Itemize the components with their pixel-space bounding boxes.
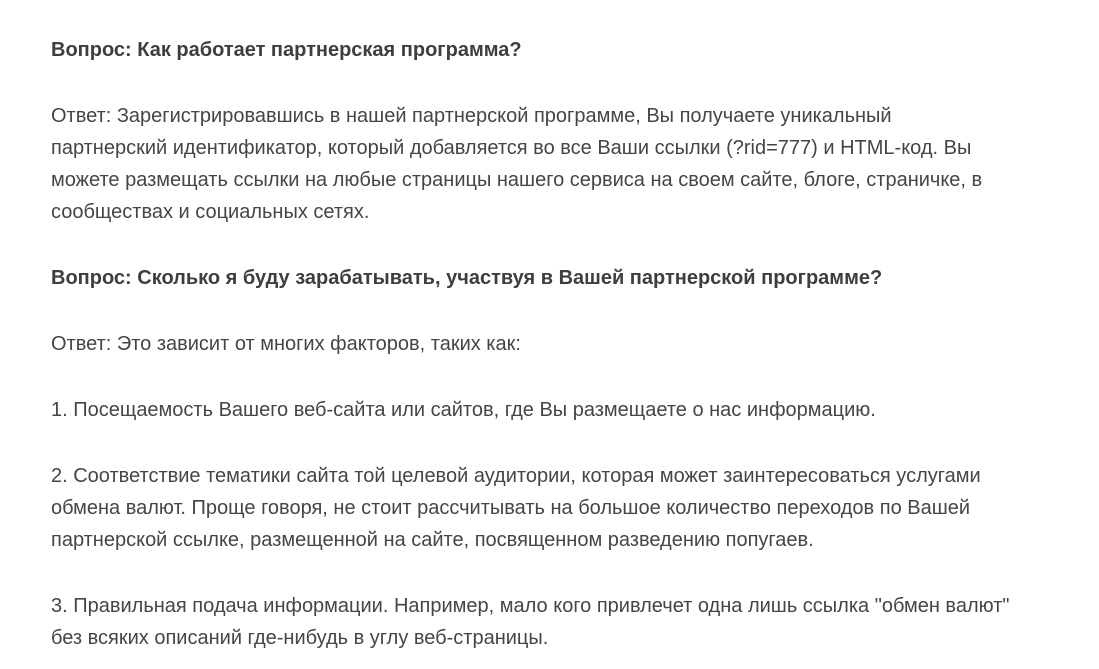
faq-question-1: Вопрос: Как работает партнерская программа? [51,39,522,61]
faq-answer-1-line: сообществах и социальных сетях. [51,201,370,223]
faq-list-item-3-line: 3. Правильная подача информации. Например, мало кого привлечет одна лишь ссылка "обмен валют" [51,595,1010,617]
faq-list-item-2 [51,460,1091,556]
faq-answer-1 [51,100,1091,228]
faq-answer-1-line: Ответ: Зарегистрировавшись в нашей партнерской программе, Вы получаете уникальный [51,105,892,127]
faq-answer-2-intro: Ответ: Это зависит от многих факторов, таких как: [51,333,521,355]
faq-list-item-3-line: без всяких описаний где-нибудь в углу веб-страницы. [51,627,549,649]
faq-list-item-2-line: обмена валют. Проще говоря, не стоит рассчитывать на большое количество переходов по Вашей [51,497,971,519]
faq-answer-1-line: можете размещать ссылки на любые страницы нашего сервиса на своем сайте, блоге, страничке, в [51,169,983,191]
faq-list-item-3 [51,590,1091,654]
faq-question-2: Вопрос: Сколько я буду зарабатывать, участвуя в Вашей партнерской программе? [51,267,883,289]
faq-answer-1-line: партнерский идентификатор, который добавляется во все Ваши ссылки (?rid=777) и HTML-код. Вы [51,137,972,159]
faq-list-item-2-line: 2. Соответствие тематики сайта той целевой аудитории, которая может заинтересоваться услугами [51,465,981,487]
faq-list-item-1: 1. Посещаемость Вашего веб-сайта или сайтов, где Вы размещаете о нас информацию. [51,399,876,421]
faq-list-item-2-line: партнерской ссылке, размещенной на сайте, посвященном разведению попугаев. [51,529,814,551]
